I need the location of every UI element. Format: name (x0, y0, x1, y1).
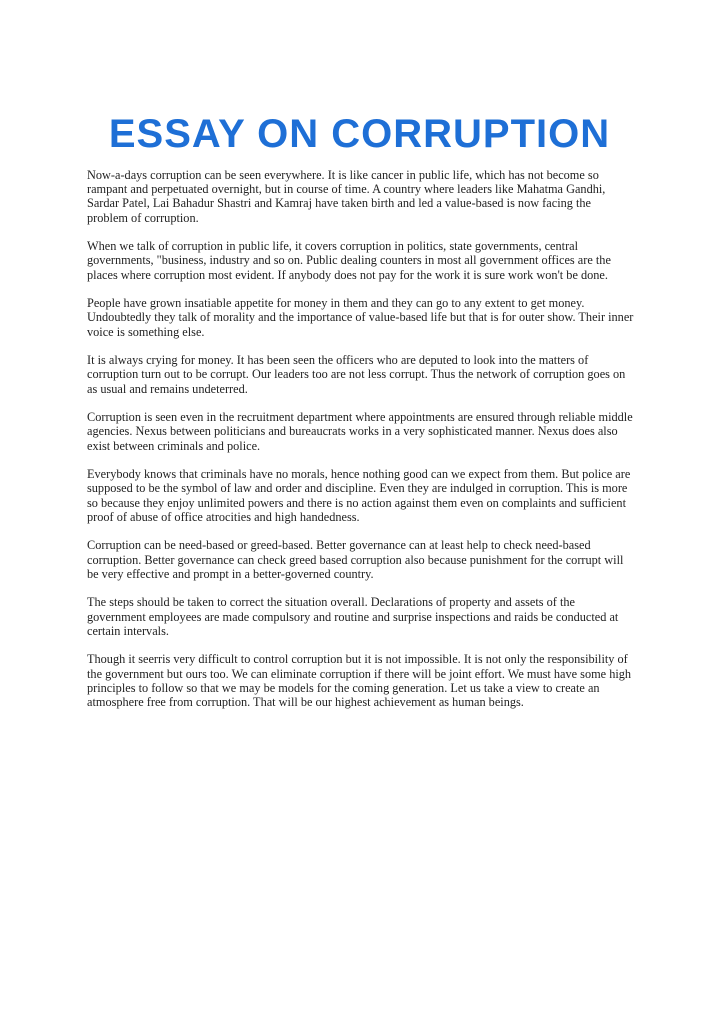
essay-body (87, 168, 635, 724)
essay-paragraph: Everybody knows that criminals have no morals, hence nothing good can we expect from them. But police are supposed to be the symbol of law and order and discipline. Even they are indulged in corruption. This is more so because they enjoy unlimited powers and there is no action against them even on complaints and sufficient proof of abuse of office atrocities and high handedness. (87, 467, 631, 524)
essay-paragraph: Corruption can be need-based or greed-based. Better governance can at least help to check need-based corruption. Better governance can check greed based corruption also because punishment for the corrupt will be very effective and prompt in a better-governed country. (87, 538, 624, 581)
essay-paragraph: When we talk of corruption in public life, it covers corruption in politics, state governments, central governments, "business, industry and so on. Public dealing counters in most all government offices are the places where corruption most evident. If anybody does not pay for the work it is sure work won't be done. (87, 239, 611, 282)
essay-paragraph: Now-a-days corruption can be seen everywhere. It is like cancer in public life, which has not become so rampant and perpetuated overnight, but in course of time. A country where leaders like Mahatma Gandhi, Sardar Patel, Lai Bahadur Shastri and Kamraj have taken birth and led a value-based is now facing the problem of corruption. (87, 168, 606, 225)
essay-paragraph: The steps should be taken to correct the situation overall. Declarations of property and assets of the government employees are made compulsory and routine and surprise inspections and raids be conducted at certain intervals. (87, 595, 619, 638)
essay-title: ESSAY ON CORRUPTION (108, 112, 611, 156)
essay-paragraph: Though it seerris very difficult to control corruption but it is not impossible. It is not only the responsibility of the government but ours too. We can eliminate corruption if there will be joint effort. We must have some high principles to follow so that we may be models for the coming generation. Let us take a view to create an atmosphere free from corruption. That will be our highest achievement as human beings. (87, 652, 632, 710)
essay-paragraph: People have grown insatiable appetite for money in them and they can go to any extent to get money. Undoubtedly they talk of morality and the importance of value-based life but that is for outer show. Their inner voice is something else. (87, 296, 634, 339)
essay-paragraph: Corruption is seen even in the recruitment department where appointments are ensured through reliable middle agencies. Nexus between politicians and bureaucrats works in a very sophisticated manner. Nexus does also exist between criminals and police. (87, 410, 633, 453)
essay-paragraph: It is always crying for money. It has been seen the officers who are deputed to look into the matters of corruption turn out to be corrupt. Our leaders too are not less corrupt. Thus the network of corruption goes on as usual and remains undeterred. (87, 353, 626, 396)
